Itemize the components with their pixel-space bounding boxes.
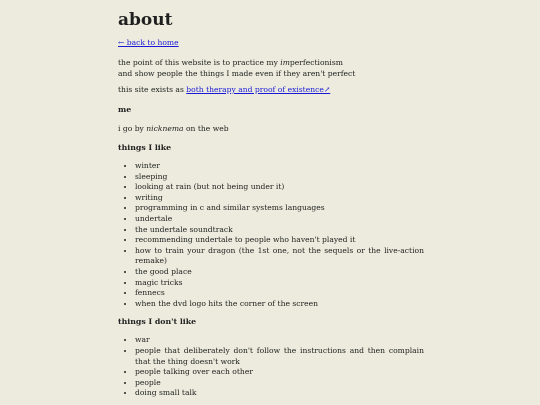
likes-list: [118, 161, 424, 309]
list-item: • winter: [135, 161, 424, 172]
list-item: • when the dvd logo hits the corner of the screen: [135, 299, 424, 310]
list-item: • the undertale soundtrack: [135, 225, 424, 236]
therapy-proof-link[interactable]: both therapy and proof of existence↗: [186, 85, 331, 94]
list-item: • sleeping: [135, 172, 424, 183]
list-item: • undertale: [135, 214, 424, 225]
nickname-suffix: on the web: [183, 123, 229, 133]
list-item: • doing small talk: [135, 388, 424, 399]
list-item: • how to train your dragon (the 1st one, not the sequels or the live-action remake): [135, 246, 424, 267]
list-item: • programming in c and similar systems languages: [135, 203, 424, 214]
dislikes-heading: things I don't like: [118, 317, 197, 327]
list-item: • looking at rain (but not being under it): [135, 182, 424, 193]
list-item: • recommending undertale to people who haven't played it: [135, 235, 424, 246]
back-to-home-link[interactable]: ← back to home: [118, 38, 179, 47]
intro-text-end: perfectionism: [289, 58, 343, 67]
nickname-prefix: i go by: [118, 123, 147, 133]
list-item: • people talking over each other: [135, 367, 424, 378]
list-item: • the good place: [135, 267, 424, 278]
therapy-prefix: this site exists as: [118, 85, 187, 94]
page-title: about: [118, 10, 173, 30]
about-page: [118, 0, 424, 399]
list-item: • writing: [135, 193, 424, 204]
therapy-paragraph: [118, 85, 424, 96]
me-heading: me: [118, 104, 132, 114]
intro-emphasis: im: [280, 58, 290, 67]
likes-heading: things I like: [118, 143, 172, 152]
dislikes-list: [118, 335, 424, 399]
list-item: • magic tricks: [135, 278, 424, 289]
intro-paragraph: [118, 58, 424, 79]
intro-text-start: the point of this website is to practice my: [118, 58, 281, 67]
nickname: nicknema: [146, 123, 184, 133]
nickname-paragraph: [118, 124, 424, 135]
intro-text-line2: and show people the things I made even if they aren't perfect: [118, 68, 356, 78]
list-item: • war: [135, 335, 424, 346]
list-item: • people: [135, 378, 424, 389]
list-item: • fennecs: [135, 288, 424, 299]
list-item: • people that deliberately don't follow the instructions and then complain that the thing doesn't work: [135, 346, 424, 367]
